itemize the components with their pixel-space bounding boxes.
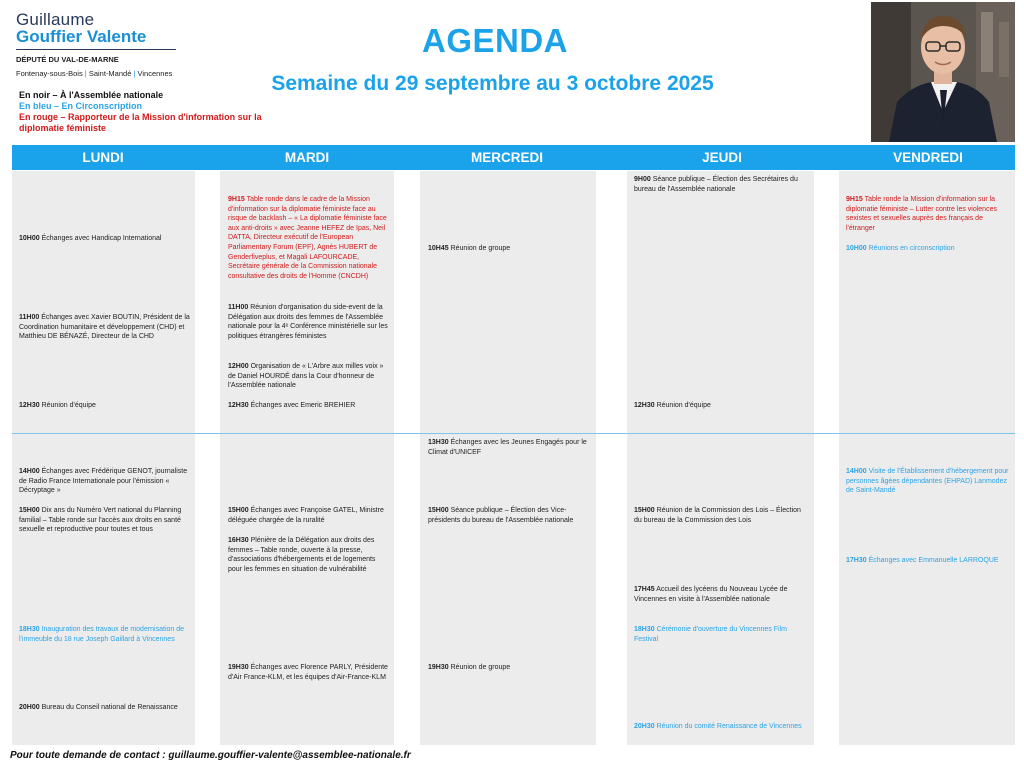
event-item: 10H00 Réunions en circonscription <box>846 245 955 252</box>
event-item: 15H00 Séance publique – Élection des Vice-présidents du bureau de l'Assemblée nationale <box>428 507 574 524</box>
event-item: 9H15 Table ronde la Mission d'information sur la diplomatie féministe – Lutter contre les violences sexistes et sexuelles auprès des français de l'étranger <box>846 196 997 232</box>
event-item: 12H30 Réunion d'équipe <box>634 402 711 409</box>
legend-blue: En bleu – En Circonscription <box>19 101 143 111</box>
event-item: 14H00 Visite de l'Établissement d'hébergement pour personnes âgées dépendantes (EHPAD) Lanmodez de Saint-Mandé <box>846 468 1009 495</box>
event-item: 10H45 Réunion de groupe <box>428 245 511 252</box>
event-item: 11H00 Réunion d'organisation du side-event de la Délégation aux droits des femmes de l'Assemblée nationale pour la 4ᵉ Conférence ministérielle sur les politiques étrangères féministes <box>228 304 388 340</box>
deputy-branding <box>16 11 186 81</box>
column-vendredi <box>839 171 1015 745</box>
event-item: 19H30 Réunion de groupe <box>428 664 511 671</box>
column-lundi <box>12 171 195 745</box>
event-item: 20H00 Bureau du Conseil national de Renaissance <box>19 704 178 711</box>
brand-divider <box>16 49 176 50</box>
event-item: 17H45 Accueil des lycéens du Nouveau Lycée de Vincennes en visite à l'Assemblée nationale <box>634 586 788 603</box>
event-item: 15H00 Réunion de la Commission des Lois – Élection du bureau de la Commission des Lois <box>634 507 801 524</box>
event-item: 9H15 Table ronde dans le cadre de la Mission d'information sur la diplomatie féministe face au risque de backlash – « La diplomatie féministe face aux anti-droits » avec Jeanne HEFEZ de Ipas, Neil DATTA, Directeur exécutif de l'European Parliamentary Forum (EPF), Agnès HUBERT de Genderfiveplus, et Magali LAFOURCADE, Secrétaire générale de la Commission nationale consultative des droits de l'Homme (CNCDH) <box>228 196 387 280</box>
afternoon-divider <box>12 433 1015 434</box>
deputy-first-name: Guillaume <box>16 10 95 29</box>
column-mercredi <box>420 171 596 745</box>
portrait-image <box>871 2 1015 142</box>
city: Saint-Mandé <box>88 69 132 78</box>
event-item: 14H00 Échanges avec Frédérique GENOT, journaliste de Radio France Internationale pour l'émission « Décryptage » <box>19 468 188 495</box>
event-item: 18H30 Cérémonie d'ouverture du Vincennes Film Festival <box>634 626 787 643</box>
page-title: AGENDA <box>421 22 568 59</box>
city-separator: | <box>84 69 87 78</box>
column-jeudi <box>627 171 814 745</box>
event-item: 12H30 Réunion d'équipe <box>19 402 96 409</box>
deputy-role: DÉPUTÉ DU VAL-DE-MARNE <box>16 55 119 64</box>
color-legend <box>19 90 299 134</box>
city-separator: | <box>133 69 136 78</box>
day-header-mardi: MARDI <box>284 150 330 165</box>
week-subtitle: Semaine du 29 septembre au 3 octobre 2025 <box>271 72 714 95</box>
legend-black: En noir – À l'Assemblée nationale <box>19 90 164 100</box>
city: Fontenay-sous-Bois <box>16 69 83 78</box>
event-item: 15H00 Dix ans du Numéro Vert national du Planning familial – Table ronde sur l'accès aux droits en santé sexuelle et reproductive pour toutes et tous <box>19 507 182 534</box>
event-item: 17H30 Échanges avec Emmanuelle LARROQUE <box>846 557 999 564</box>
event-item: 16H30 Plénière de la Délégation aux droits des femmes – Table ronde, ouverte à la presse, d'associations d'hébergements et de logements pour les femmes en situation de vulnérabilité <box>228 537 376 573</box>
event-item: 11H00 Échanges avec Xavier BOUTIN, Président de la Coordination humanitaire et développement (CHD) et Matthieu DE BÉNAZÉ, Directeur de la CHD <box>19 314 190 341</box>
event-item: 12H30 Échanges avec Emeric BREHIER <box>228 402 356 409</box>
day-header-jeudi: JEUDI <box>702 150 742 165</box>
city: Vincennes <box>137 69 173 78</box>
deputy-portrait <box>871 2 1015 142</box>
legend-red: En rouge – Rapporteur de la Mission d'information sur la diplomatie féministe <box>19 112 262 133</box>
day-header-lundi: LUNDI <box>82 150 124 165</box>
day-header-vendredi: VENDREDI <box>893 150 963 165</box>
event-item: 18H30 Inauguration des travaux de modernisation de l'immeuble du 18 rue Joseph Gaillard à Vincennes <box>19 626 185 643</box>
deputy-last-name: Gouffier Valente <box>16 27 147 46</box>
event-item: 10H00 Échanges avec Handicap International <box>19 235 162 242</box>
constituency-cities <box>16 67 186 81</box>
event-item: 9H00 Séance publique – Élection des Secrétaires du bureau de l'Assemblée nationale <box>634 176 798 193</box>
weekday-header-bar <box>12 145 1015 170</box>
event-item: 20H30 Réunion du comité Renaissance de Vincennes <box>634 723 802 730</box>
contact-footer: Pour toute demande de contact : guillaume.gouffier-valente@assemblee-nationale.fr <box>10 750 411 761</box>
event-item: 12H00 Organisation de « L'Arbre aux milles voix » de Daniel HOURDÉ dans la Cour d'honneur de l'Assemblée nationale <box>228 363 384 390</box>
event-item: 19H30 Échanges avec Florence PARLY, Présidente d'Air France-KLM, et les équipes d'Air-France-KLM <box>228 664 388 681</box>
day-header-mercredi: MERCREDI <box>470 150 543 165</box>
event-item: 13H30 Échanges avec les Jeunes Engagés pour le Climat d'UNICEF <box>428 439 587 456</box>
event-item: 15H00 Échanges avec Françoise GATEL, Ministre déléguée chargée de la ruralité <box>228 507 384 524</box>
